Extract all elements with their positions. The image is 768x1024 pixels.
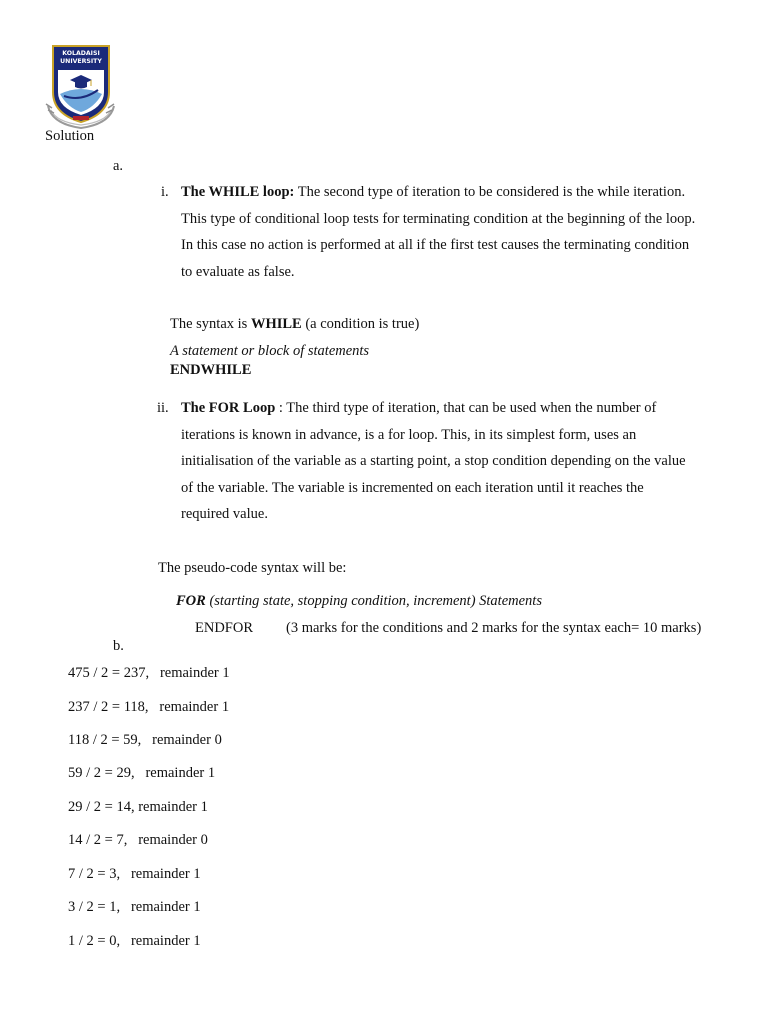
- while-line3: In this case no action is performed at all if the first test causes the terminating condition: [181, 237, 690, 253]
- division-step-9: 1 / 2 = 0, remainder 1: [68, 933, 201, 949]
- division-step-1: 475 / 2 = 237, remainder 1: [68, 665, 230, 681]
- division-step-5: 29 / 2 = 14, remainder 1: [68, 799, 208, 815]
- while-line2: This type of conditional loop tests for terminating condition at the beginning of the loop.: [181, 210, 696, 227]
- for-syntax-line: [176, 593, 542, 610]
- division-step-2: 237 / 2 = 118, remainder 1: [68, 699, 230, 715]
- item-i-numeral: i.: [161, 184, 169, 200]
- item-ii-numeral: ii.: [157, 400, 169, 416]
- while-body-text: [170, 343, 369, 360]
- part-b-marker: b.: [113, 638, 124, 654]
- division-step-8: 3 / 2 = 1, remainder 1: [68, 899, 201, 915]
- part-a-marker: a.: [113, 158, 124, 174]
- division-step-7: 7 / 2 = 3, remainder 1: [68, 866, 201, 882]
- while-line1: The second type of iteration to be considered is the while iteration.: [297, 184, 686, 200]
- while-line4: to evaluate as false.: [181, 263, 295, 280]
- division-step-4: 59 / 2 = 29, remainder 1: [68, 765, 216, 781]
- while-keyword: WHILE: [250, 316, 302, 332]
- for-line3: initialisation of the variable as a starting point, a stop condition depending on the value: [181, 453, 686, 469]
- while-condition: (a condition is true): [305, 316, 420, 332]
- university-crest-logo: [42, 44, 120, 130]
- solution-heading: Solution: [45, 128, 95, 144]
- for-args: (starting state, stopping condition, increment) Statements: [209, 593, 542, 609]
- while-loop-paragraph: [181, 179, 726, 285]
- endfor-text: ENDFOR: [195, 620, 254, 636]
- for-loop-title: The FOR Loop: [181, 400, 276, 416]
- endwhile-keyword: ENDWHILE: [170, 362, 252, 378]
- while-loop-title: The WHILE loop:: [181, 184, 295, 200]
- division-step-6: 14 / 2 = 7, remainder 0: [68, 832, 208, 848]
- for-loop-paragraph: [181, 395, 726, 528]
- while-syntax-prefix: The syntax is: [170, 316, 248, 332]
- division-step-3: 118 / 2 = 59, remainder 0: [68, 732, 222, 748]
- for-line4: of the variable. The variable is incremented on each iteration until it reaches the: [181, 479, 644, 496]
- logo-text-line1: KOLADAISI: [62, 50, 100, 57]
- pseudo-code-intro: The pseudo-code syntax will be:: [158, 560, 347, 576]
- marks-note: (3 marks for the conditions and 2 marks for the syntax each= 10 marks): [286, 620, 702, 636]
- for-keyword: FOR: [176, 593, 206, 609]
- for-line2: iterations is known in advance, is a for loop. This, in its simplest form, uses an: [181, 426, 637, 443]
- endwhile-text: [170, 362, 251, 379]
- while-body: A statement or block of statements: [170, 343, 370, 359]
- for-line5: required value.: [181, 506, 268, 522]
- logo-text-line2: UNIVERSITY: [60, 58, 102, 65]
- for-line1: : The third type of iteration, that can be used when the number of: [278, 400, 657, 416]
- while-syntax-line: [170, 316, 419, 333]
